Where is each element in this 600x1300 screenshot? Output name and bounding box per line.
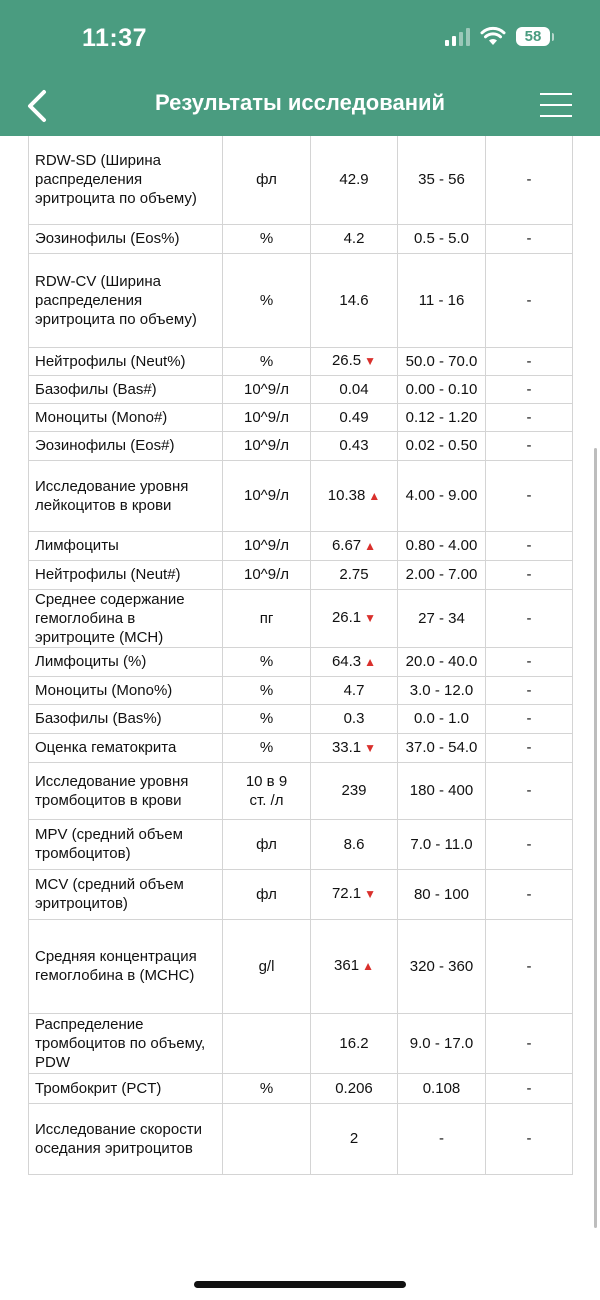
test-unit: % (223, 1073, 311, 1103)
value-text: 0.04 (339, 380, 369, 398)
test-value (311, 919, 398, 1013)
reference-range: 180 - 400 (398, 762, 486, 819)
arrow-up-icon: ▲ (364, 654, 377, 669)
table-row[interactable] (29, 733, 573, 762)
test-name: Эозинофилы (Eos%) (29, 224, 223, 253)
table-row[interactable] (29, 460, 573, 531)
reference-range: 9.0 - 17.0 (398, 1013, 486, 1073)
table-row[interactable] (29, 919, 573, 1013)
value-text: 0.206 (335, 1079, 373, 1097)
test-value (311, 647, 398, 676)
test-value (311, 224, 398, 253)
reference-range: 0.12 - 1.20 (398, 403, 486, 431)
reference-range: 0.5 - 5.0 (398, 224, 486, 253)
test-name: Моноциты (Mono#) (29, 403, 223, 431)
value-text: 0.43 (339, 437, 369, 454)
table-row[interactable] (29, 1073, 573, 1103)
table-row[interactable] (29, 869, 573, 919)
test-unit: % (223, 647, 311, 676)
test-unit (223, 1103, 311, 1174)
table-row[interactable] (29, 1103, 573, 1174)
arrow-up-icon: ▲ (364, 538, 377, 553)
reference-range: 20.0 - 40.0 (398, 647, 486, 676)
table-row[interactable] (29, 589, 573, 647)
test-value (311, 375, 398, 403)
cellular-signal-icon (445, 26, 470, 46)
test-value (311, 1073, 398, 1103)
test-note: - (486, 1073, 573, 1103)
reference-range: 0.0 - 1.0 (398, 704, 486, 733)
reference-range: 320 - 360 (398, 919, 486, 1013)
value-text: 6.67 (331, 536, 362, 554)
test-unit (223, 1013, 311, 1073)
table-row[interactable] (29, 560, 573, 589)
test-note: - (486, 431, 573, 460)
reference-range: 0.108 (398, 1073, 486, 1103)
home-indicator[interactable] (194, 1281, 406, 1288)
reference-range: 37.0 - 54.0 (398, 733, 486, 762)
test-note: - (486, 531, 573, 560)
test-unit: g/l (223, 919, 311, 1013)
value-text: 4.2 (343, 230, 365, 247)
test-name: MCV (средний объем эритроцитов) (29, 869, 223, 919)
reference-range: 11 - 16 (398, 253, 486, 347)
test-value (311, 136, 398, 224)
table-row[interactable] (29, 431, 573, 460)
test-value (311, 733, 398, 762)
arrow-down-icon: ▼ (364, 354, 377, 368)
test-name: Нейтрофилы (Neut%) (29, 347, 223, 375)
test-name: Среднее содержание гемоглобина в эритроците (MCH) (29, 589, 223, 647)
arrow-up-icon: ▲ (368, 488, 381, 503)
reference-range: 0.00 - 0.10 (398, 375, 486, 403)
test-note: - (486, 919, 573, 1013)
test-note: - (486, 676, 573, 704)
test-note: - (486, 253, 573, 347)
test-value (311, 460, 398, 531)
test-unit: пг (223, 589, 311, 647)
test-name: RDW-CV (Ширина распределения эритроцита по объему) (29, 253, 223, 347)
test-unit: фл (223, 869, 311, 919)
value-text: 64.3 (331, 652, 362, 670)
battery-indicator: 58 (516, 27, 550, 46)
test-unit: фл (223, 819, 311, 869)
test-value (311, 589, 398, 647)
test-name: Исследование скорости оседания эритроцитов (29, 1103, 223, 1174)
test-unit: 10^9/л (223, 403, 311, 431)
test-unit: фл (223, 136, 311, 224)
test-unit: 10^9/л (223, 375, 311, 403)
table-row[interactable] (29, 1013, 573, 1073)
value-text: 2.75 (339, 566, 369, 583)
arrow-down-icon: ▼ (364, 887, 377, 901)
test-name: RDW-SD (Ширина распределения эритроцита по объему) (29, 136, 223, 224)
reference-range: - (398, 1103, 486, 1174)
app-header (0, 0, 600, 136)
test-name: Исследование уровня лейкоцитов в крови (29, 460, 223, 531)
test-note: - (486, 1013, 573, 1073)
test-value (311, 1103, 398, 1174)
test-unit: % (223, 676, 311, 704)
reference-range: 2.00 - 7.00 (398, 560, 486, 589)
reference-range: 0.02 - 0.50 (398, 431, 486, 460)
test-unit: % (223, 253, 311, 347)
test-value (311, 762, 398, 819)
test-note: - (486, 136, 573, 224)
table-row[interactable] (29, 704, 573, 733)
test-name: Моноциты (Mono%) (29, 676, 223, 704)
reference-range: 50.0 - 70.0 (398, 347, 486, 375)
test-note: - (486, 224, 573, 253)
test-note: - (486, 762, 573, 819)
table-row[interactable] (29, 676, 573, 704)
test-note: - (486, 403, 573, 431)
table-row[interactable] (29, 253, 573, 347)
table-row[interactable] (29, 762, 573, 819)
test-name: Базофилы (Bas%) (29, 704, 223, 733)
table-row[interactable] (29, 647, 573, 676)
test-name: Оценка гематокрита (29, 733, 223, 762)
value-text: 0.3 (343, 710, 365, 727)
scrollbar[interactable] (594, 448, 597, 1228)
test-name: Лимфоциты (%) (29, 647, 223, 676)
test-value (311, 347, 398, 375)
table-row[interactable] (29, 819, 573, 869)
test-value (311, 531, 398, 560)
table-row[interactable] (29, 347, 573, 375)
value-text: 42.9 (339, 171, 369, 189)
value-text: 72.1 (331, 885, 362, 902)
test-value (311, 403, 398, 431)
results-table (28, 136, 573, 1175)
test-note: - (486, 347, 573, 375)
test-note: - (486, 460, 573, 531)
value-text: 16.2 (339, 1034, 369, 1052)
results-table-container[interactable] (28, 136, 572, 1175)
test-value (311, 676, 398, 704)
test-name: Исследование уровня тромбоцитов в крови (29, 762, 223, 819)
reference-range: 7.0 - 11.0 (398, 819, 486, 869)
test-note: - (486, 819, 573, 869)
page-title: Результаты исследований (154, 90, 446, 115)
value-text: 0.49 (339, 408, 369, 426)
status-icons (445, 26, 550, 46)
test-name: MPV (средний объем тромбоцитов) (29, 819, 223, 869)
test-value (311, 253, 398, 347)
reference-range: 3.0 - 12.0 (398, 676, 486, 704)
test-name: Средняя концентрация гемоглобина в (MCHC) (29, 919, 223, 1013)
arrow-up-icon: ▲ (362, 959, 374, 973)
test-note: - (486, 647, 573, 676)
test-note: - (486, 869, 573, 919)
test-note: - (486, 704, 573, 733)
test-note: - (486, 589, 573, 647)
value-text: 33.1 (331, 738, 362, 756)
test-unit: % (223, 704, 311, 733)
test-unit: 10^9/л (223, 531, 311, 560)
table-row[interactable] (29, 375, 573, 403)
reference-range: 27 - 34 (398, 589, 486, 647)
test-note: - (486, 375, 573, 403)
test-value (311, 704, 398, 733)
status-time: 11:37 (82, 24, 148, 52)
value-text: 26.5 (331, 352, 362, 369)
test-unit: 10^9/л (223, 560, 311, 589)
value-text: 8.6 (343, 835, 365, 853)
value-text: 361 (334, 957, 360, 974)
test-note: - (486, 733, 573, 762)
table-row[interactable] (29, 224, 573, 253)
test-unit: % (223, 347, 311, 375)
value-text: 26.1 (331, 609, 362, 626)
test-name: Лимфоциты (29, 531, 223, 560)
test-value (311, 869, 398, 919)
table-row[interactable] (29, 403, 573, 431)
reference-range: 35 - 56 (398, 136, 486, 224)
test-unit: 10^9/л (223, 460, 311, 531)
test-value (311, 1013, 398, 1073)
test-unit: % (223, 224, 311, 253)
value-text: 239 (341, 782, 367, 799)
test-note: - (486, 1103, 573, 1174)
hamburger-menu-icon[interactable] (540, 92, 572, 118)
test-note: - (486, 560, 573, 589)
test-value (311, 431, 398, 460)
value-text: 10.38 (327, 486, 366, 504)
test-unit: % (223, 733, 311, 762)
reference-range: 80 - 100 (398, 869, 486, 919)
test-name: Нейтрофилы (Neut#) (29, 560, 223, 589)
table-row[interactable] (29, 531, 573, 560)
test-name: Распределение тромбоцитов по объему, PDW (29, 1013, 223, 1073)
test-unit: 10 в 9 ст. /л (223, 762, 311, 819)
test-value (311, 819, 398, 869)
table-row[interactable] (29, 136, 573, 224)
reference-range: 4.00 - 9.00 (398, 460, 486, 531)
value-text: 2 (349, 1130, 359, 1147)
test-value (311, 560, 398, 589)
value-text: 14.6 (339, 291, 369, 309)
arrow-down-icon: ▼ (364, 740, 377, 755)
arrow-down-icon: ▼ (364, 611, 377, 625)
value-text: 4.7 (343, 681, 365, 699)
test-unit: 10^9/л (223, 431, 311, 460)
test-name: Базофилы (Bas#) (29, 375, 223, 403)
wifi-icon (480, 26, 506, 46)
test-name: Тромбокрит (PCT) (29, 1073, 223, 1103)
reference-range: 0.80 - 4.00 (398, 531, 486, 560)
test-name: Эозинофилы (Eos#) (29, 431, 223, 460)
